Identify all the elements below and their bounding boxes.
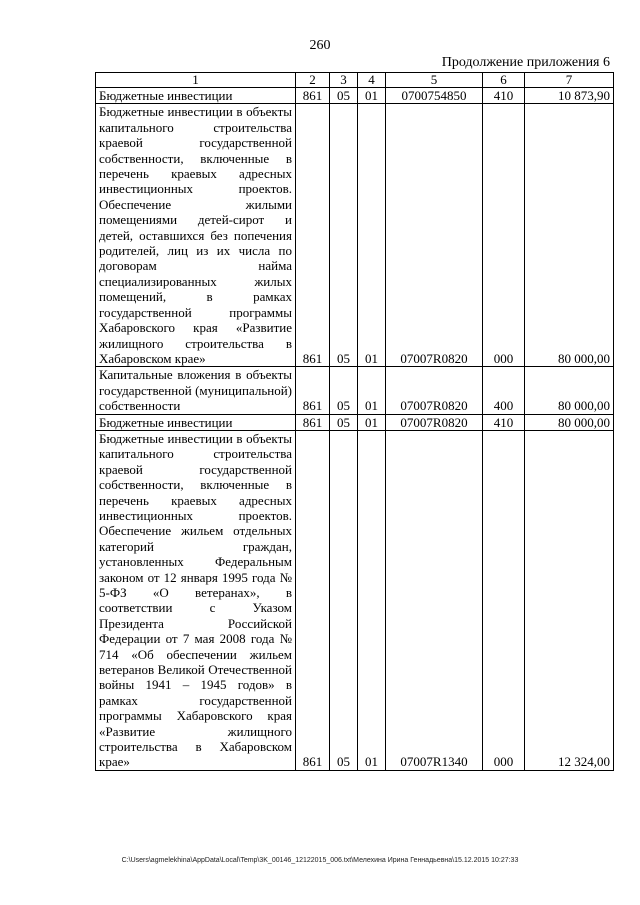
amount: 80 000,00 [525,367,614,414]
subsection-code: 01 [358,430,386,770]
section-code: 05 [330,430,358,770]
target-article-code: 0700754850 [386,88,483,104]
target-article-code: 07007R0820 [386,104,483,367]
amount: 12 324,00 [525,430,614,770]
footer-path: C:\Users\agmelekhina\AppData\Local\Temp\3K_00146_12122015_006.txt\Мелехина Ирина Геннадьевна\15.12.2015 10:27:33 [121,857,519,864]
expense-type-code: 000 [483,430,525,770]
subsection-code: 01 [358,367,386,414]
amount: 80 000,00 [525,414,614,430]
target-article-code: 07007R0820 [386,367,483,414]
header-cell: 7 [525,73,614,88]
subsection-code: 01 [358,88,386,104]
ministry-code: 861 [296,88,330,104]
table-row [96,88,614,104]
table-row [96,430,614,770]
row-name: Капитальные вложения в объекты государственной (муниципальной) собственности [96,367,296,414]
row-name: Бюджетные инвестиции [96,88,296,104]
header-cell: 1 [96,73,296,88]
amount: 80 000,00 [525,104,614,367]
subsection-code: 01 [358,414,386,430]
header-cell: 5 [386,73,483,88]
table-row [96,367,614,414]
amount: 10 873,90 [525,88,614,104]
table-row [96,104,614,367]
ministry-code: 861 [296,430,330,770]
ministry-code: 861 [296,414,330,430]
header-cell: 2 [296,73,330,88]
page-number: 260 [309,38,331,53]
target-article-code: 07007R1340 [386,430,483,770]
header-cell: 4 [358,73,386,88]
row-name: Бюджетные инвестиции [96,414,296,430]
section-code: 05 [330,104,358,367]
expense-type-code: 410 [483,88,525,104]
expense-type-code: 400 [483,367,525,414]
section-code: 05 [330,367,358,414]
ministry-code: 861 [296,367,330,414]
table-header-row [96,73,614,88]
ministry-code: 861 [296,104,330,367]
expense-type-code: 000 [483,104,525,367]
continuation-label: Продолжение приложения 6 [441,55,610,70]
header-cell: 3 [330,73,358,88]
row-name: Бюджетные инвестиции в объекты капитального строительства краевой государственной собственности, включенные в перечень краевых адресных инвестиционных проектов. Обеспечение жилыми помещениями детей-сирот и детей, оставшихся без попечения родителей, лиц из их числа по договорам найма специализированных жилых помещений, в рамках государственной программы Хабаровского края «Развитие жилищного строительства в Хабаровском крае» [96,104,296,367]
section-code: 05 [330,414,358,430]
row-name: Бюджетные инвестиции в объекты капитального строительства краевой государственной собственности, включенные в перечень краевых адресных инвестиционных проектов. Обеспечение жильем отдельных категорий граждан, установленных Федеральным законом от 12 января 1995 года № 5-ФЗ «О ветеранах», в соответствии с Указом Президента Российской Федерации от 7 мая 2008 года № 714 «Об обеспечении жильем ветеранов Великой Отечественной войны 1941 – 1945 годов» в рамках государственной программы Хабаровского края «Развитие жилищного строительства в Хабаровском крае» [96,430,296,770]
subsection-code: 01 [358,104,386,367]
section-code: 05 [330,88,358,104]
expense-type-code: 410 [483,414,525,430]
header-cell: 6 [483,73,525,88]
table-row [96,414,614,430]
target-article-code: 07007R0820 [386,414,483,430]
budget-table [95,72,614,771]
